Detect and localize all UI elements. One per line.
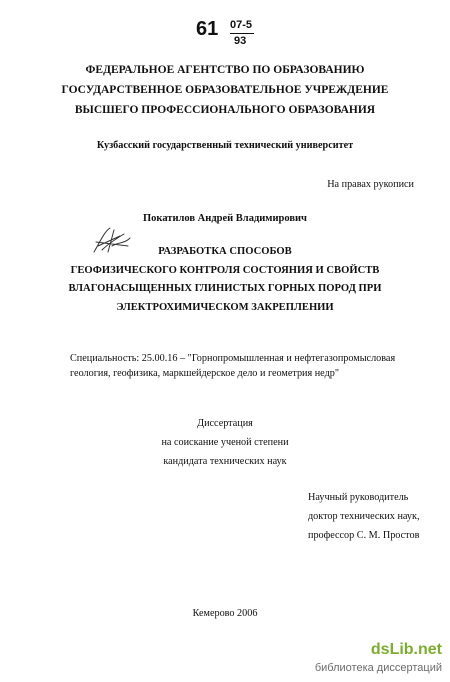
manuscript-rights-note: На правах рукописи (327, 179, 414, 190)
scientific-supervisor (308, 488, 420, 545)
agency-line: ГОСУДАРСТВЕННОЕ ОБРАЗОВАТЕЛЬНОЕ УЧРЕЖДЕНИЕ (61, 84, 389, 96)
specialty-line: геология, геофизика, маркшейдерское дело и геометрия недр" (70, 368, 340, 379)
title-line: ВЛАГОНАСЫЩЕННЫХ ГЛИНИСТЫХ ГОРНЫХ ПОРОД ПРИ (68, 283, 382, 294)
catalog-code-denominator: 93 (234, 35, 247, 47)
supervisor-line: профессор С. М. Простов (308, 530, 420, 541)
title-line: РАЗРАБОТКА СПОСОБОВ (158, 246, 292, 257)
agency-line: ФЕДЕРАЛЬНОЕ АГЕНТСТВО ПО ОБРАЗОВАНИЮ (85, 64, 365, 76)
title-line: ЭЛЕКТРОХИМИЧЕСКОМ ЗАКРЕПЛЕНИИ (116, 301, 334, 313)
supervisor-line: Научный руководитель (308, 492, 409, 503)
catalog-code-main: 61 (196, 18, 219, 40)
catalog-code-numerator: 07-5 (230, 19, 253, 31)
catalog-code (196, 18, 266, 48)
degree-line: на соискание ученой степени (161, 437, 289, 448)
agency-header (0, 60, 450, 120)
title-line: ГЕОФИЗИЧЕСКОГО КОНТРОЛЯ СОСТОЯНИЯ И СВОЙСТВ (70, 264, 380, 276)
watermark-subtitle: библиотека диссертаций (314, 662, 442, 674)
specialty-line: Специальность: 25.00.16 – "Горнопромышленная и нефтегазопромысловая (70, 353, 396, 364)
supervisor-line: доктор технических наук, (308, 511, 420, 522)
degree-line: кандидата технических наук (163, 456, 287, 467)
specialty (70, 353, 395, 379)
watermark-site: dsLib.net (370, 641, 442, 658)
catalog-code-fraction-line (230, 33, 254, 34)
degree-statement (0, 414, 450, 471)
city-year: Кемерово 2006 (192, 608, 258, 619)
dissertation-title (0, 243, 450, 317)
author-name: Покатилов Андрей Владимирович (143, 213, 307, 224)
agency-line: ВЫСШЕГО ПРОФЕССИОНАЛЬНОГО ОБРАЗОВАНИЯ (74, 104, 376, 116)
university-name: Кузбасский государственный технический университет (96, 140, 354, 151)
watermark (282, 641, 442, 677)
degree-line: Диссертация (197, 418, 253, 429)
